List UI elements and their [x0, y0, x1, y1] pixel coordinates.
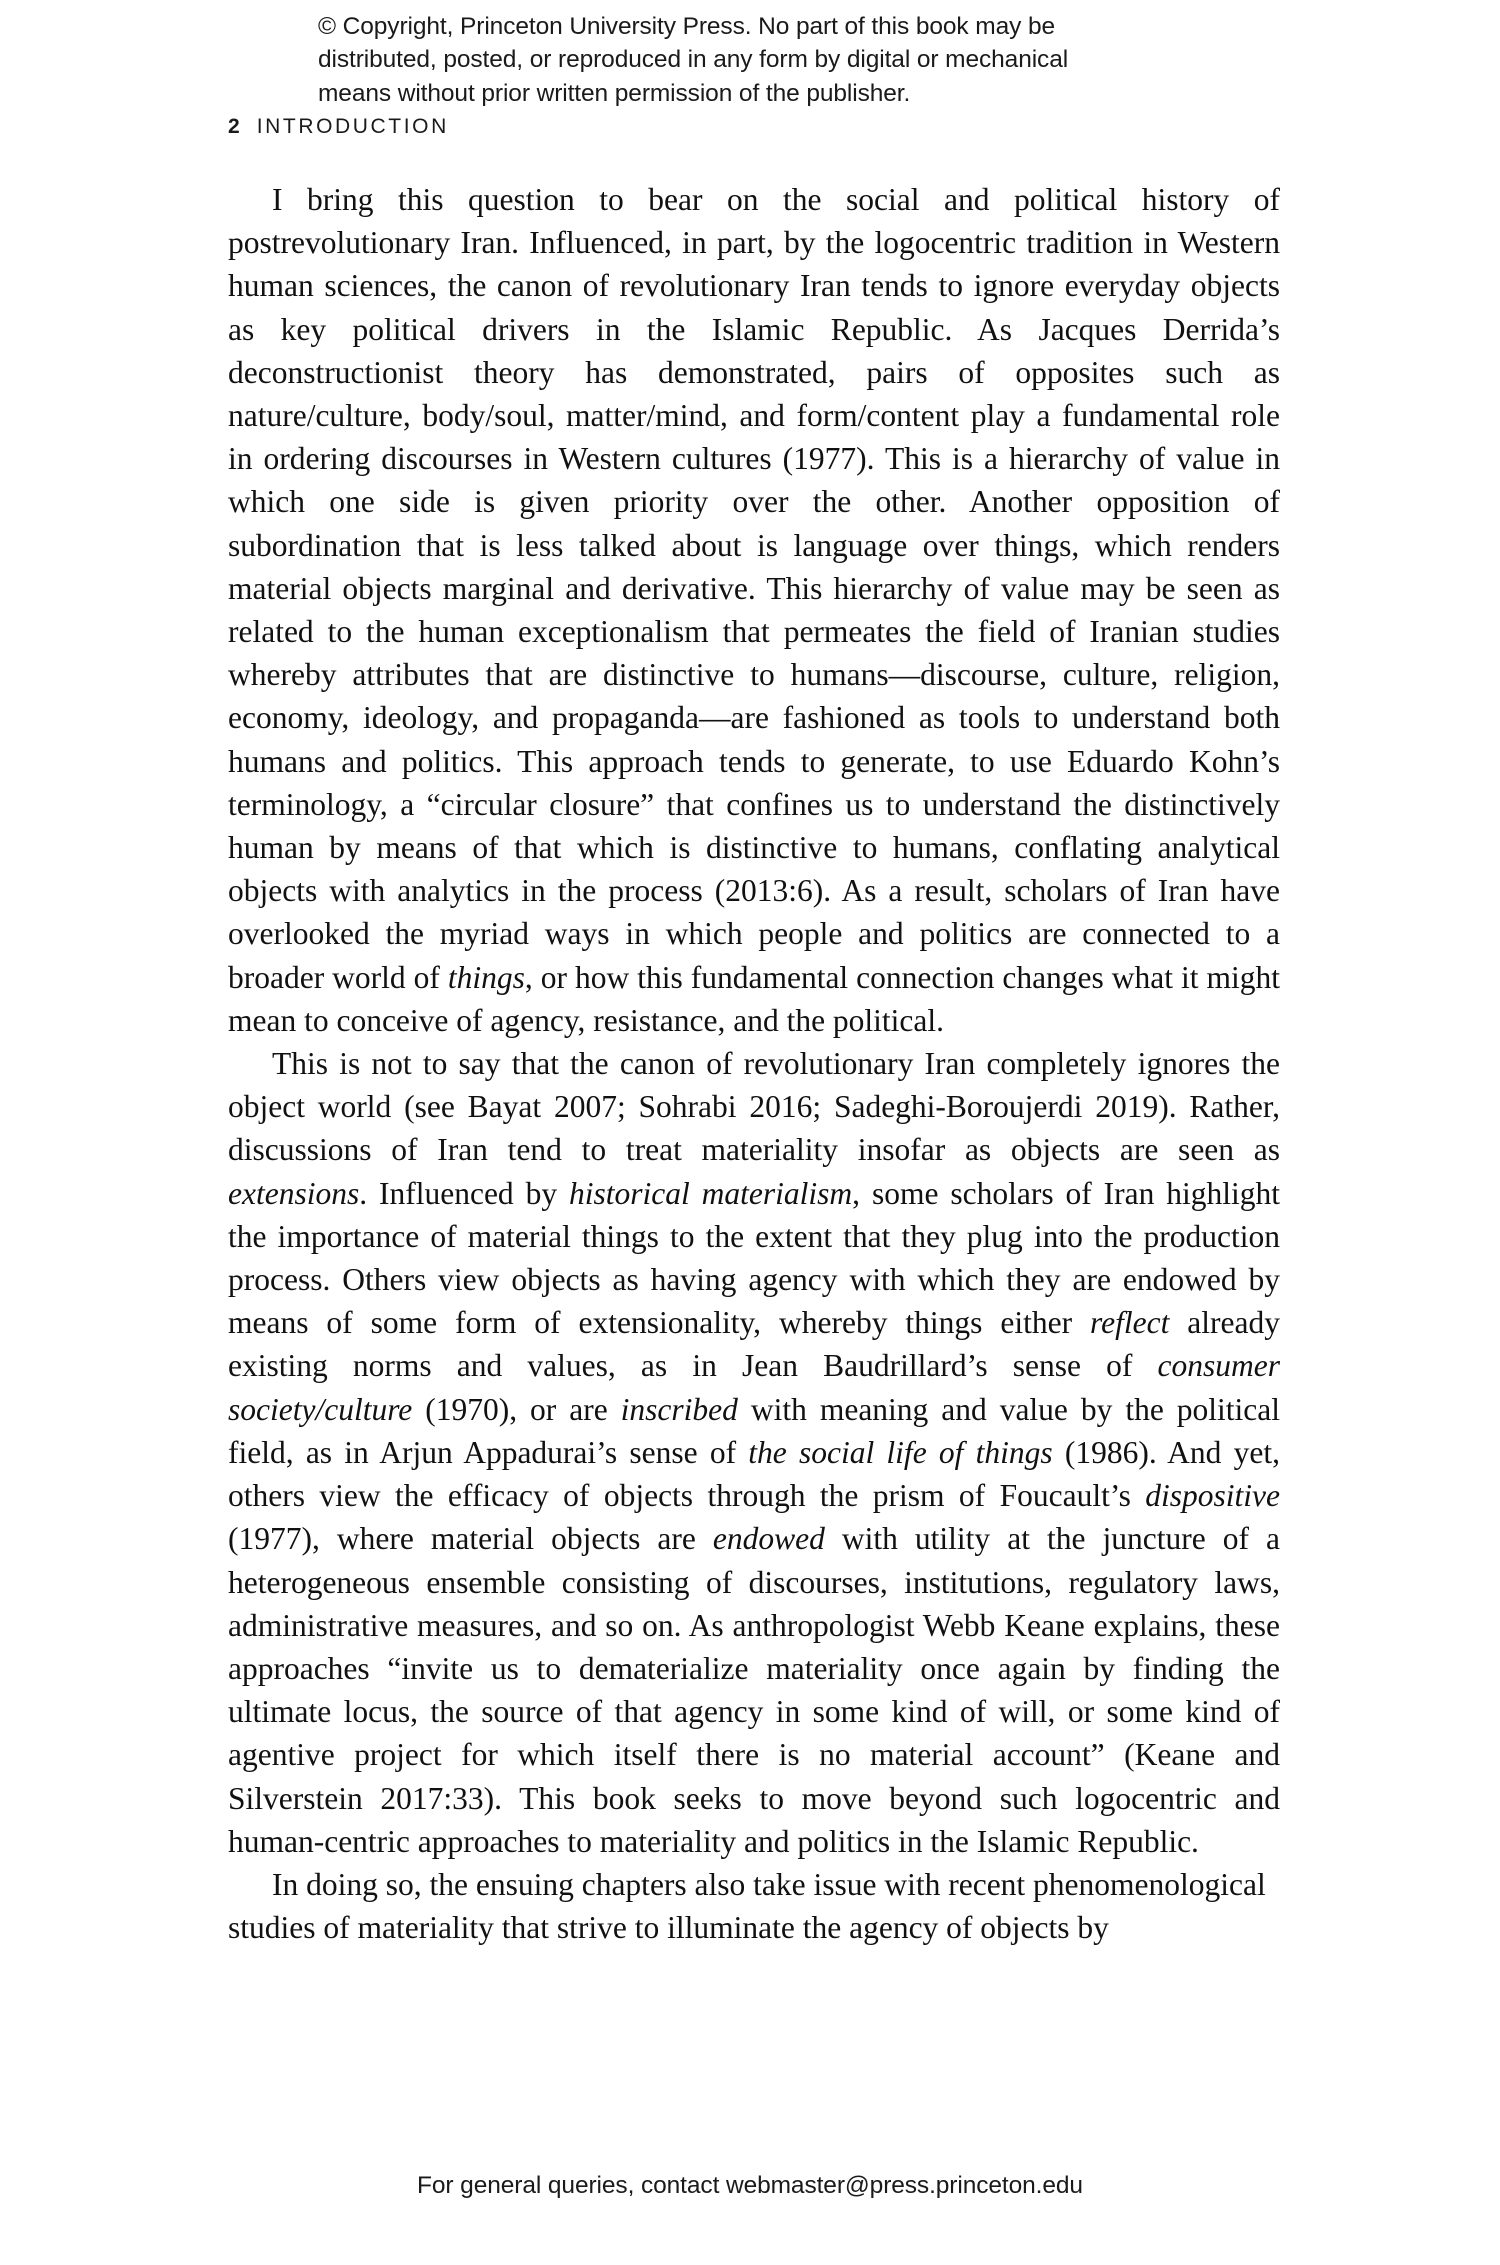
paragraph-1 [228, 178, 1280, 1042]
paragraph-2-italic-reflect: reflect [1090, 1305, 1170, 1341]
copyright-line-1: © Copyright, Princeton University Press. No part of this book may be [318, 13, 1056, 40]
paragraph-3 [228, 1863, 1280, 1949]
paragraph-2-italic-extensions: extensions [228, 1175, 360, 1211]
paragraph-2-italic-historical-materialism: historical materialism [569, 1175, 853, 1211]
paragraph-2 [228, 1042, 1280, 1863]
paragraph-2-italic-inscribed: inscribed [620, 1391, 738, 1427]
page-number: 2 [228, 115, 240, 138]
paragraph-1-text-part-1: I bring this question to bear on the social and political history of postrevolutionary Iran. Influenced, in part, by the logocentric tradition in Western human sciences, the canon of revolutionary Iran tends to ignore everyday objects as key political drivers in the Islamic Republic. As Jacques Derrida’s deconstructionist theory has demonstrated, pairs of opposites such as nature/culture, body/soul, matter/mind, and form/content play a fundamental role in ordering discourses in Western cultures (1977). This is a hierarchy of value in which one side is given priority over the other. Another opposition of subordination that is less talked about is language over things, which renders material objects marginal and derivative. This hierarchy of value may be seen as related to the human exceptionalism that permeates the field of Iranian studies whereby attributes that are distinctive to humans—discourse, culture, religion, economy, ideology, and propaganda—are fashioned as tools to understand both humans and politics. This approach tends to generate, to use Eduardo Kohn’s terminology, a “circular closure” that confines us to understand the distinctively human by means of that which is distinctive to humans, conflating analytical objects with analytics in the process (2013:6). As a result, scholars of Iran have overlooked the myriad ways in which people and politics are connected to a broader world of [228, 182, 1280, 995]
paragraph-3-text-part-1: In doing so, the ensuing chapters also take issue with recent phenomenological studies of materiality that strive to illuminate the agency of objects by [228, 1866, 1266, 1946]
copyright-notice [318, 10, 1158, 110]
footer-text: For general queries, contact webmaster@press.princeton.edu [417, 2172, 1083, 2199]
paragraph-2-italic-dispositive: dispositive [1145, 1478, 1280, 1514]
paragraph-2-text-part-6: with meaning and value by the political field, as in Arjun Appadurai’s sense of [228, 1391, 1281, 1470]
body-text [228, 178, 1280, 1949]
paragraph-1-italic-things: things [447, 959, 525, 995]
paragraph-2-text-part-2: . Influenced by [359, 1175, 569, 1211]
running-head [228, 115, 449, 139]
paragraph-2-text-part-1: This is not to say that the canon of revolutionary Iran completely ignores the object world (see Bayat 2007; Sohrabi 2016; Sadeghi-Boroujerdi 2019). Rather, discussions of Iran tend to treat materiality insofar as objects are seen as [228, 1046, 1280, 1168]
paragraph-2-text-part-8: (1977), where material objects are [228, 1521, 713, 1557]
paragraph-2-italic-social-life-of-things: the social life of things [748, 1434, 1053, 1470]
paragraph-2-text-part-7: (1986). And yet, others view the efficacy of objects through the prism of Foucault’s [228, 1434, 1280, 1514]
paragraph-2-text-part-3: , some scholars of Iran highlight the importance of material things to the extent that they plug into the production process. Others view objects as having agency with which they are endowed by means of some form of extensionality, whereby things either [228, 1175, 1280, 1341]
copyright-line-2: distributed, posted, or reproduced in any form by digital or mechanical [318, 46, 1069, 74]
paragraph-2-italic-endowed: endowed [712, 1521, 825, 1557]
paragraph-2-italic-consumer-society-culture: consumer society/culture [228, 1348, 1280, 1427]
paragraph-2-text-part-9: with utility at the juncture of a heterogeneous ensemble consisting of discourses, institutions, regulatory laws, administrative measures, and so on. As anthropologist Webb Keane explains, these approaches “invite us to dematerialize materiality once again by finding the ultimate locus, the source of that agency in some kind of will, or some kind of agentive project for which itself there is no material account” (Keane and Silverstein 2017:33). This book seeks to move beyond such logocentric and human-centric approaches to materiality and politics in the Islamic Republic. [228, 1521, 1281, 1859]
paragraph-2-text-part-5: (1970), or are [412, 1391, 621, 1427]
copyright-line-3: means without prior written permission of the publisher. [318, 79, 911, 107]
paragraph-2-text-part-4: already existing norms and values, as in Jean Baudrillard’s sense of [228, 1305, 1280, 1384]
chapter-title: INTRODUCTION [256, 115, 449, 138]
paragraph-1-text-part-2: , or how this fundamental connection changes what it might mean to conceive of agency, resistance, and the political. [228, 959, 1281, 1038]
page-footer [0, 2172, 1500, 2200]
